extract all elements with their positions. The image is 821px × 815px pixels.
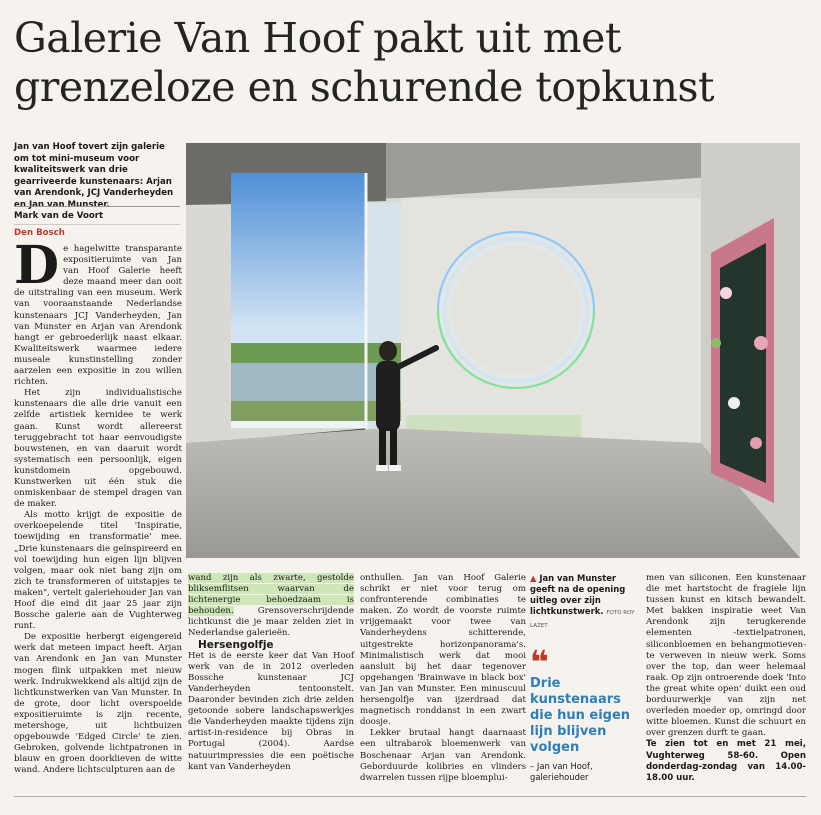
paragraph: De expositie herbergt eigengereid werk dat meteen impact heeft. Arjan van Arendonk en Jan van Munster mogen flink uitpakken met nieuw werk. Indrukwekkend als altijd zijn de lichtkunstwerken van Van Munster. In de grote, door licht overspoelde expositieruimte is zijn recente, metershoge, uit lichtbuizen opgebouwde 'Edged Circle' te zien. Gebroken, golvende lichtpatronen in blauw en groen doorklieven de witte wand. Andere lichtsculpturen aan de xyxy=(14,632,182,776)
dateline-location: Den Bosch xyxy=(14,224,180,239)
pull-quote-attribution: – Jan van Hoof, galeriehouder xyxy=(530,761,593,782)
pull-quote-text: Drie kunstenaars die hun eigen lijn blijven volgen xyxy=(530,676,631,755)
exhibition-info: Te zien tot en met 21 mei, Vughterweg 58-60. Open donderdag-zondag van 14.00-18.00 uur. xyxy=(646,739,806,783)
body-column-1 xyxy=(14,235,182,777)
photo-caption xyxy=(530,573,640,632)
intro-text: Jan van Hoof tovert zijn galerie om tot mini-museum voor kwaliteitswerk van drie gearriveerde kunstenaars: Arjan van Arendonk, JCJ Vanderheyden en Jan van Munster. xyxy=(14,142,174,210)
caption-marker-icon: ▲ xyxy=(530,573,537,583)
gallery-photo xyxy=(186,143,800,558)
subheading: Hersengolfje xyxy=(198,638,274,651)
paragraph: Het zijn individualistische kunstenaars die alle drie vanuit een zelfde artistiek kernidee te werk gaan. Kunst wordt allereerst teruggebracht tot haar eenvoudigste bouwstenen, en van daaruit wordt systematisch een persoonlijk, eigen kunstdomein opgebouwd. Kunstwerken uit één stuk die onmiskenbaar de stempel dragen van de maker. xyxy=(14,388,182,510)
quote-mark-icon: ❝ xyxy=(530,643,549,681)
author-name: Mark van de Voort xyxy=(14,206,180,222)
body-column-3 xyxy=(360,573,526,784)
paragraph: onthullen. Jan van Hoof Galerie schrikt er niet voor terug om confronterende combinaties te maken. Zo wordt de voorste ruimte vrijgemaakt voor twee van Vanderheydens schitterende, uitgestrekte horizonpanorama's. Minimalistisch werk dat mooi aansluit bij het daar tegenover opgehangen 'Brainwave in black box' van Jan van Munster. Een minuscuul hersengolfje van ijzerdraad dat magnetisch ronddanst in een zwart doosje. xyxy=(360,573,526,728)
highlighted-text: wand zijn als zwarte, gestolde bliksemflitsen waarvan de lichtenergie behoedzaam is behouden. xyxy=(188,573,354,617)
photo-credit: FOTO ROY LAZET xyxy=(530,610,635,629)
paragraph: e hagelwitte transparante expositieruimte van Jan van Hoof Galerie heeft deze maand meer dan ooit de uitstraling van een museum. Werk van vooraanstaande Nederlandse kunstenaars JCJ Vanderheyden, Jan van Munster en Arjan van Arendonk hangt er gebroederlijk naast elkaar. Kwaliteitswerk waarmee iedere museale kunstinstelling zonder aarzelen een expositie in zou willen richten. xyxy=(14,244,182,388)
caption-text: Jan van Munster geeft na de opening uitleg over zijn lichtkunstwerk. xyxy=(530,573,626,616)
headline-line-2: grenzeloze en schurende topkunst xyxy=(14,63,714,111)
body-column-4 xyxy=(646,573,806,784)
headline xyxy=(14,14,804,112)
paragraph: men van siliconen. Een kunstenaar die met hartstocht de fragiele lijn tussen kunst en kitsch bewandelt. Met bakken inspiratie weet Van Arendonk zijn terugkerende elementen -textielpatronen, siliconbloemen en behangmotieven- te verweven in nieuw werk. Soms over the top, dan weer helemaal raak. Op zijn ontroerende doek 'Into the great white open' duikt een oud borduurwerkje van zijn net overleden moeder op, omringd door witte bloemen. Kunst die schuurt en over grenzen durft te gaan. xyxy=(646,573,806,739)
paragraph-continuation: Grensoverschrijdende lichtkunst die je maar zelden ziet in Nederlandse galerieën. xyxy=(188,606,354,639)
gallery-photo-illustration xyxy=(186,143,800,558)
bottom-divider xyxy=(14,796,806,797)
paragraph: Het is de eerste keer dat Van Hoof werk van de in 2012 overleden Bossche kunstenaar JCJ Vanderheyden tentoonstelt. Daaronder bevinden zich drie zelden getoonde sobere landschapswerkjes die Vanderheyden maakte tijdens zijn artist-in-residence bij Obras in Portugal (2004). Aardse natuurimpressies die een poëtische kant van Vanderheyden xyxy=(188,650,354,772)
drop-cap: D xyxy=(14,235,60,296)
headline-line-1: Galerie Van Hoof pakt uit met xyxy=(14,14,621,62)
body-column-2 xyxy=(188,573,354,773)
paragraph: Als motto krijgt de expositie de overkoepelende titel 'Inspiratie, toewijding en transformatie' mee. „Drie kunstenaars die geïnspireerd en vol toewijding hun eigen lijn blijven volgen, maar ook niet bang zijn om zich te transformeren of uitstapjes te maken", vertelt galeriehouder Jan van Hoof die eind dit jaar 25 jaar zijn Bossche galerie aan de Vughterweg runt. xyxy=(14,510,182,632)
pull-quote xyxy=(530,643,642,783)
paragraph xyxy=(188,573,354,640)
paragraph: Lekker brutaal hangt daarnaast een ultrabarok bloemenwerk van Boschenaar Arjan van Arendonk. Geborduurde kolibries en vlinders dwarrelen tussen rijpe bloemplui- xyxy=(360,728,526,783)
